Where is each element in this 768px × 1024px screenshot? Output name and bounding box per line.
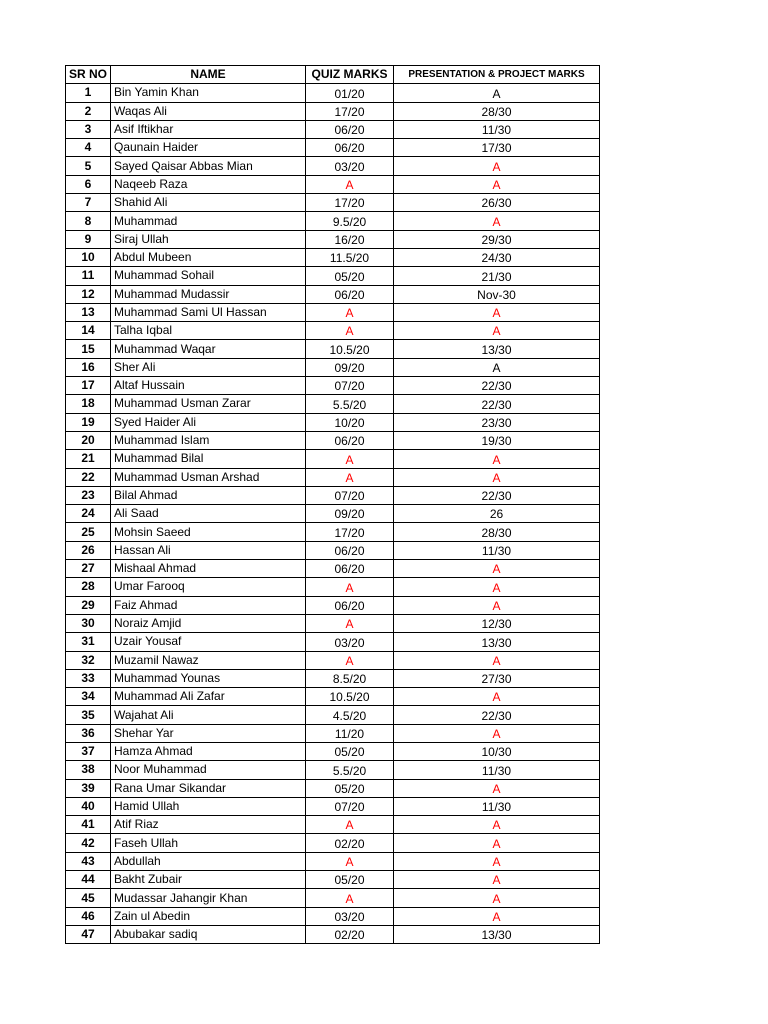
table-row xyxy=(66,175,600,193)
table-row xyxy=(66,889,600,907)
marks-table xyxy=(65,65,600,944)
presentation-marks-cell: 13/30 xyxy=(394,340,600,358)
student-name-cell: Hamza Ahmad xyxy=(111,742,306,760)
presentation-marks-cell: 21/30 xyxy=(394,267,600,285)
presentation-marks-cell: A xyxy=(394,450,600,468)
quiz-marks-cell: 05/20 xyxy=(306,742,394,760)
student-name-cell: Mishaal Ahmad xyxy=(111,560,306,578)
student-name-cell: Wajahat Ali xyxy=(111,706,306,724)
table-row xyxy=(66,614,600,632)
header-presentation-marks: PRESENTATION & PROJECT MARKS xyxy=(394,66,600,84)
quiz-marks-cell: 17/20 xyxy=(306,194,394,212)
sr-no-cell: 46 xyxy=(66,907,111,925)
student-name-cell: Sher Ali xyxy=(111,358,306,376)
presentation-marks-cell: A xyxy=(394,688,600,706)
presentation-marks-cell: 28/30 xyxy=(394,102,600,120)
student-name-cell: Naqeeb Raza xyxy=(111,175,306,193)
quiz-marks-cell: 4.5/20 xyxy=(306,706,394,724)
presentation-marks-cell: 11/30 xyxy=(394,541,600,559)
presentation-marks-cell: A xyxy=(394,779,600,797)
student-name-cell: Asif Iftikhar xyxy=(111,120,306,138)
quiz-marks-cell: 05/20 xyxy=(306,871,394,889)
quiz-marks-cell: A xyxy=(306,468,394,486)
presentation-marks-cell: A xyxy=(394,724,600,742)
table-row xyxy=(66,248,600,266)
quiz-marks-cell: 02/20 xyxy=(306,834,394,852)
sr-no-cell: 12 xyxy=(66,285,111,303)
sr-no-cell: 34 xyxy=(66,688,111,706)
quiz-marks-cell: A xyxy=(306,450,394,468)
table-row xyxy=(66,377,600,395)
table-row xyxy=(66,102,600,120)
quiz-marks-cell: 9.5/20 xyxy=(306,212,394,230)
sr-no-cell: 2 xyxy=(66,102,111,120)
sr-no-cell: 33 xyxy=(66,669,111,687)
student-name-cell: Abdullah xyxy=(111,852,306,870)
presentation-marks-cell: A xyxy=(394,560,600,578)
student-name-cell: Muhammad Islam xyxy=(111,431,306,449)
sr-no-cell: 19 xyxy=(66,413,111,431)
quiz-marks-cell: 01/20 xyxy=(306,84,394,102)
quiz-marks-cell: 5.5/20 xyxy=(306,395,394,413)
quiz-marks-cell: 8.5/20 xyxy=(306,669,394,687)
table-row xyxy=(66,633,600,651)
sr-no-cell: 25 xyxy=(66,523,111,541)
table-row xyxy=(66,84,600,102)
presentation-marks-cell: A xyxy=(394,175,600,193)
presentation-marks-cell: 23/30 xyxy=(394,413,600,431)
sr-no-cell: 21 xyxy=(66,450,111,468)
sr-no-cell: 36 xyxy=(66,724,111,742)
student-name-cell: Muhammad xyxy=(111,212,306,230)
quiz-marks-cell: 11.5/20 xyxy=(306,248,394,266)
presentation-marks-cell: 13/30 xyxy=(394,633,600,651)
presentation-marks-cell: 22/30 xyxy=(394,706,600,724)
student-name-cell: Atif Riaz xyxy=(111,816,306,834)
presentation-marks-cell: A xyxy=(394,596,600,614)
table-row xyxy=(66,267,600,285)
quiz-marks-cell: 17/20 xyxy=(306,102,394,120)
student-name-cell: Muhammad Waqar xyxy=(111,340,306,358)
sr-no-cell: 40 xyxy=(66,797,111,815)
quiz-marks-cell: 06/20 xyxy=(306,560,394,578)
presentation-marks-cell: 11/30 xyxy=(394,797,600,815)
sr-no-cell: 23 xyxy=(66,486,111,504)
quiz-marks-cell: 06/20 xyxy=(306,139,394,157)
quiz-marks-cell: A xyxy=(306,816,394,834)
quiz-marks-cell: 07/20 xyxy=(306,486,394,504)
quiz-marks-cell: 09/20 xyxy=(306,358,394,376)
table-row xyxy=(66,431,600,449)
table-row xyxy=(66,779,600,797)
table-row xyxy=(66,450,600,468)
table-row xyxy=(66,724,600,742)
student-name-cell: Altaf Hussain xyxy=(111,377,306,395)
quiz-marks-cell: 06/20 xyxy=(306,541,394,559)
table-row xyxy=(66,468,600,486)
quiz-marks-cell: 05/20 xyxy=(306,779,394,797)
student-name-cell: Muhammad Sami Ul Hassan xyxy=(111,303,306,321)
table-row xyxy=(66,285,600,303)
quiz-marks-cell: 03/20 xyxy=(306,157,394,175)
sr-no-cell: 3 xyxy=(66,120,111,138)
table-body xyxy=(66,84,600,944)
sr-no-cell: 26 xyxy=(66,541,111,559)
presentation-marks-cell: A xyxy=(394,212,600,230)
quiz-marks-cell: A xyxy=(306,303,394,321)
student-name-cell: Bilal Ahmad xyxy=(111,486,306,504)
presentation-marks-cell: 10/30 xyxy=(394,742,600,760)
presentation-marks-cell: 24/30 xyxy=(394,248,600,266)
table-row xyxy=(66,761,600,779)
quiz-marks-cell: 05/20 xyxy=(306,267,394,285)
sr-no-cell: 20 xyxy=(66,431,111,449)
sr-no-cell: 37 xyxy=(66,742,111,760)
sr-no-cell: 31 xyxy=(66,633,111,651)
sr-no-cell: 47 xyxy=(66,925,111,943)
table-row xyxy=(66,120,600,138)
presentation-marks-cell: 11/30 xyxy=(394,761,600,779)
quiz-marks-cell: 06/20 xyxy=(306,596,394,614)
student-name-cell: Qaunain Haider xyxy=(111,139,306,157)
presentation-marks-cell: A xyxy=(394,852,600,870)
presentation-marks-cell: 11/30 xyxy=(394,120,600,138)
sr-no-cell: 7 xyxy=(66,194,111,212)
table-row xyxy=(66,523,600,541)
table-row xyxy=(66,560,600,578)
presentation-marks-cell: 17/30 xyxy=(394,139,600,157)
quiz-marks-cell: 09/20 xyxy=(306,505,394,523)
sr-no-cell: 43 xyxy=(66,852,111,870)
presentation-marks-cell: 13/30 xyxy=(394,925,600,943)
presentation-marks-cell: A xyxy=(394,578,600,596)
table-row xyxy=(66,322,600,340)
student-name-cell: Muhammad Usman Arshad xyxy=(111,468,306,486)
student-name-cell: Noraiz Amjid xyxy=(111,614,306,632)
table-row xyxy=(66,742,600,760)
presentation-marks-cell: 26/30 xyxy=(394,194,600,212)
student-name-cell: Ali Saad xyxy=(111,505,306,523)
presentation-marks-cell: 28/30 xyxy=(394,523,600,541)
sr-no-cell: 38 xyxy=(66,761,111,779)
sr-no-cell: 8 xyxy=(66,212,111,230)
presentation-marks-cell: A xyxy=(394,889,600,907)
presentation-marks-cell: A xyxy=(394,468,600,486)
presentation-marks-cell: A xyxy=(394,157,600,175)
presentation-marks-cell: 29/30 xyxy=(394,230,600,248)
sr-no-cell: 11 xyxy=(66,267,111,285)
table-row xyxy=(66,340,600,358)
sr-no-cell: 13 xyxy=(66,303,111,321)
student-name-cell: Muhammad Bilal xyxy=(111,450,306,468)
sr-no-cell: 4 xyxy=(66,139,111,157)
student-name-cell: Mudassar Jahangir Khan xyxy=(111,889,306,907)
student-name-cell: Abubakar sadiq xyxy=(111,925,306,943)
table-row xyxy=(66,907,600,925)
sr-no-cell: 29 xyxy=(66,596,111,614)
table-row xyxy=(66,541,600,559)
quiz-marks-cell: 06/20 xyxy=(306,431,394,449)
table-row xyxy=(66,139,600,157)
table-row xyxy=(66,816,600,834)
student-name-cell: Noor Muhammad xyxy=(111,761,306,779)
student-name-cell: Umar Farooq xyxy=(111,578,306,596)
presentation-marks-cell: A xyxy=(394,651,600,669)
table-row xyxy=(66,413,600,431)
presentation-marks-cell: A xyxy=(394,84,600,102)
quiz-marks-cell: A xyxy=(306,651,394,669)
student-name-cell: Waqas Ali xyxy=(111,102,306,120)
presentation-marks-cell: 19/30 xyxy=(394,431,600,449)
student-name-cell: Uzair Yousaf xyxy=(111,633,306,651)
presentation-marks-cell: A xyxy=(394,303,600,321)
student-name-cell: Hassan Ali xyxy=(111,541,306,559)
presentation-marks-cell: A xyxy=(394,322,600,340)
sr-no-cell: 16 xyxy=(66,358,111,376)
header-row xyxy=(66,66,600,84)
header-sr-no: SR NO xyxy=(66,66,111,84)
student-name-cell: Sayed Qaisar Abbas Mian xyxy=(111,157,306,175)
student-name-cell: Zain ul Abedin xyxy=(111,907,306,925)
sr-no-cell: 35 xyxy=(66,706,111,724)
table-row xyxy=(66,358,600,376)
sr-no-cell: 39 xyxy=(66,779,111,797)
quiz-marks-cell: 06/20 xyxy=(306,285,394,303)
student-name-cell: Shehar Yar xyxy=(111,724,306,742)
table-row xyxy=(66,578,600,596)
table-row xyxy=(66,395,600,413)
student-name-cell: Bakht Zubair xyxy=(111,871,306,889)
sr-no-cell: 10 xyxy=(66,248,111,266)
table-row xyxy=(66,852,600,870)
presentation-marks-cell: A xyxy=(394,834,600,852)
presentation-marks-cell: Nov-30 xyxy=(394,285,600,303)
table-row xyxy=(66,505,600,523)
table-row xyxy=(66,797,600,815)
student-name-cell: Muhammad Younas xyxy=(111,669,306,687)
quiz-marks-cell: 07/20 xyxy=(306,377,394,395)
sr-no-cell: 5 xyxy=(66,157,111,175)
student-name-cell: Muhammad Usman Zarar xyxy=(111,395,306,413)
student-name-cell: Muhammad Ali Zafar xyxy=(111,688,306,706)
table-row xyxy=(66,303,600,321)
student-name-cell: Mohsin Saeed xyxy=(111,523,306,541)
quiz-marks-cell: 03/20 xyxy=(306,633,394,651)
table-row xyxy=(66,688,600,706)
student-name-cell: Muhammad Mudassir xyxy=(111,285,306,303)
table-row xyxy=(66,596,600,614)
quiz-marks-cell: A xyxy=(306,889,394,907)
quiz-marks-cell: 10/20 xyxy=(306,413,394,431)
table-row xyxy=(66,706,600,724)
sr-no-cell: 28 xyxy=(66,578,111,596)
table-row xyxy=(66,230,600,248)
student-name-cell: Hamid Ullah xyxy=(111,797,306,815)
sr-no-cell: 9 xyxy=(66,230,111,248)
table-row xyxy=(66,669,600,687)
sr-no-cell: 18 xyxy=(66,395,111,413)
quiz-marks-cell: 03/20 xyxy=(306,907,394,925)
quiz-marks-cell: 06/20 xyxy=(306,120,394,138)
presentation-marks-cell: 22/30 xyxy=(394,486,600,504)
quiz-marks-cell: 02/20 xyxy=(306,925,394,943)
presentation-marks-cell: A xyxy=(394,871,600,889)
sr-no-cell: 42 xyxy=(66,834,111,852)
sr-no-cell: 6 xyxy=(66,175,111,193)
presentation-marks-cell: A xyxy=(394,816,600,834)
presentation-marks-cell: 27/30 xyxy=(394,669,600,687)
quiz-marks-cell: A xyxy=(306,578,394,596)
sr-no-cell: 22 xyxy=(66,468,111,486)
student-name-cell: Muhammad Sohail xyxy=(111,267,306,285)
table-row xyxy=(66,651,600,669)
sr-no-cell: 15 xyxy=(66,340,111,358)
presentation-marks-cell: 22/30 xyxy=(394,395,600,413)
quiz-marks-cell: A xyxy=(306,322,394,340)
sr-no-cell: 14 xyxy=(66,322,111,340)
table-row xyxy=(66,194,600,212)
sr-no-cell: 1 xyxy=(66,84,111,102)
quiz-marks-cell: 10.5/20 xyxy=(306,340,394,358)
student-name-cell: Syed Haider Ali xyxy=(111,413,306,431)
table-row xyxy=(66,212,600,230)
student-name-cell: Rana Umar Sikandar xyxy=(111,779,306,797)
table-row xyxy=(66,925,600,943)
header-name: NAME xyxy=(111,66,306,84)
sr-no-cell: 45 xyxy=(66,889,111,907)
student-name-cell: Talha Iqbal xyxy=(111,322,306,340)
sr-no-cell: 41 xyxy=(66,816,111,834)
quiz-marks-cell: 07/20 xyxy=(306,797,394,815)
quiz-marks-cell: A xyxy=(306,175,394,193)
presentation-marks-cell: 12/30 xyxy=(394,614,600,632)
presentation-marks-cell: A xyxy=(394,907,600,925)
quiz-marks-cell: 10.5/20 xyxy=(306,688,394,706)
sr-no-cell: 32 xyxy=(66,651,111,669)
quiz-marks-cell: A xyxy=(306,614,394,632)
student-name-cell: Siraj Ullah xyxy=(111,230,306,248)
table-row xyxy=(66,486,600,504)
presentation-marks-cell: 26 xyxy=(394,505,600,523)
presentation-marks-cell: A xyxy=(394,358,600,376)
presentation-marks-cell: 22/30 xyxy=(394,377,600,395)
student-name-cell: Bin Yamin Khan xyxy=(111,84,306,102)
student-name-cell: Muzamil Nawaz xyxy=(111,651,306,669)
quiz-marks-cell: 16/20 xyxy=(306,230,394,248)
quiz-marks-cell: 17/20 xyxy=(306,523,394,541)
student-name-cell: Faseh Ullah xyxy=(111,834,306,852)
quiz-marks-cell: A xyxy=(306,852,394,870)
quiz-marks-cell: 5.5/20 xyxy=(306,761,394,779)
table-row xyxy=(66,834,600,852)
sr-no-cell: 17 xyxy=(66,377,111,395)
student-name-cell: Abdul Mubeen xyxy=(111,248,306,266)
sr-no-cell: 44 xyxy=(66,871,111,889)
quiz-marks-cell: 11/20 xyxy=(306,724,394,742)
student-name-cell: Faiz Ahmad xyxy=(111,596,306,614)
header-quiz-marks: QUIZ MARKS xyxy=(306,66,394,84)
sr-no-cell: 27 xyxy=(66,560,111,578)
sr-no-cell: 30 xyxy=(66,614,111,632)
student-name-cell: Shahid Ali xyxy=(111,194,306,212)
sr-no-cell: 24 xyxy=(66,505,111,523)
table-row xyxy=(66,871,600,889)
table-row xyxy=(66,157,600,175)
